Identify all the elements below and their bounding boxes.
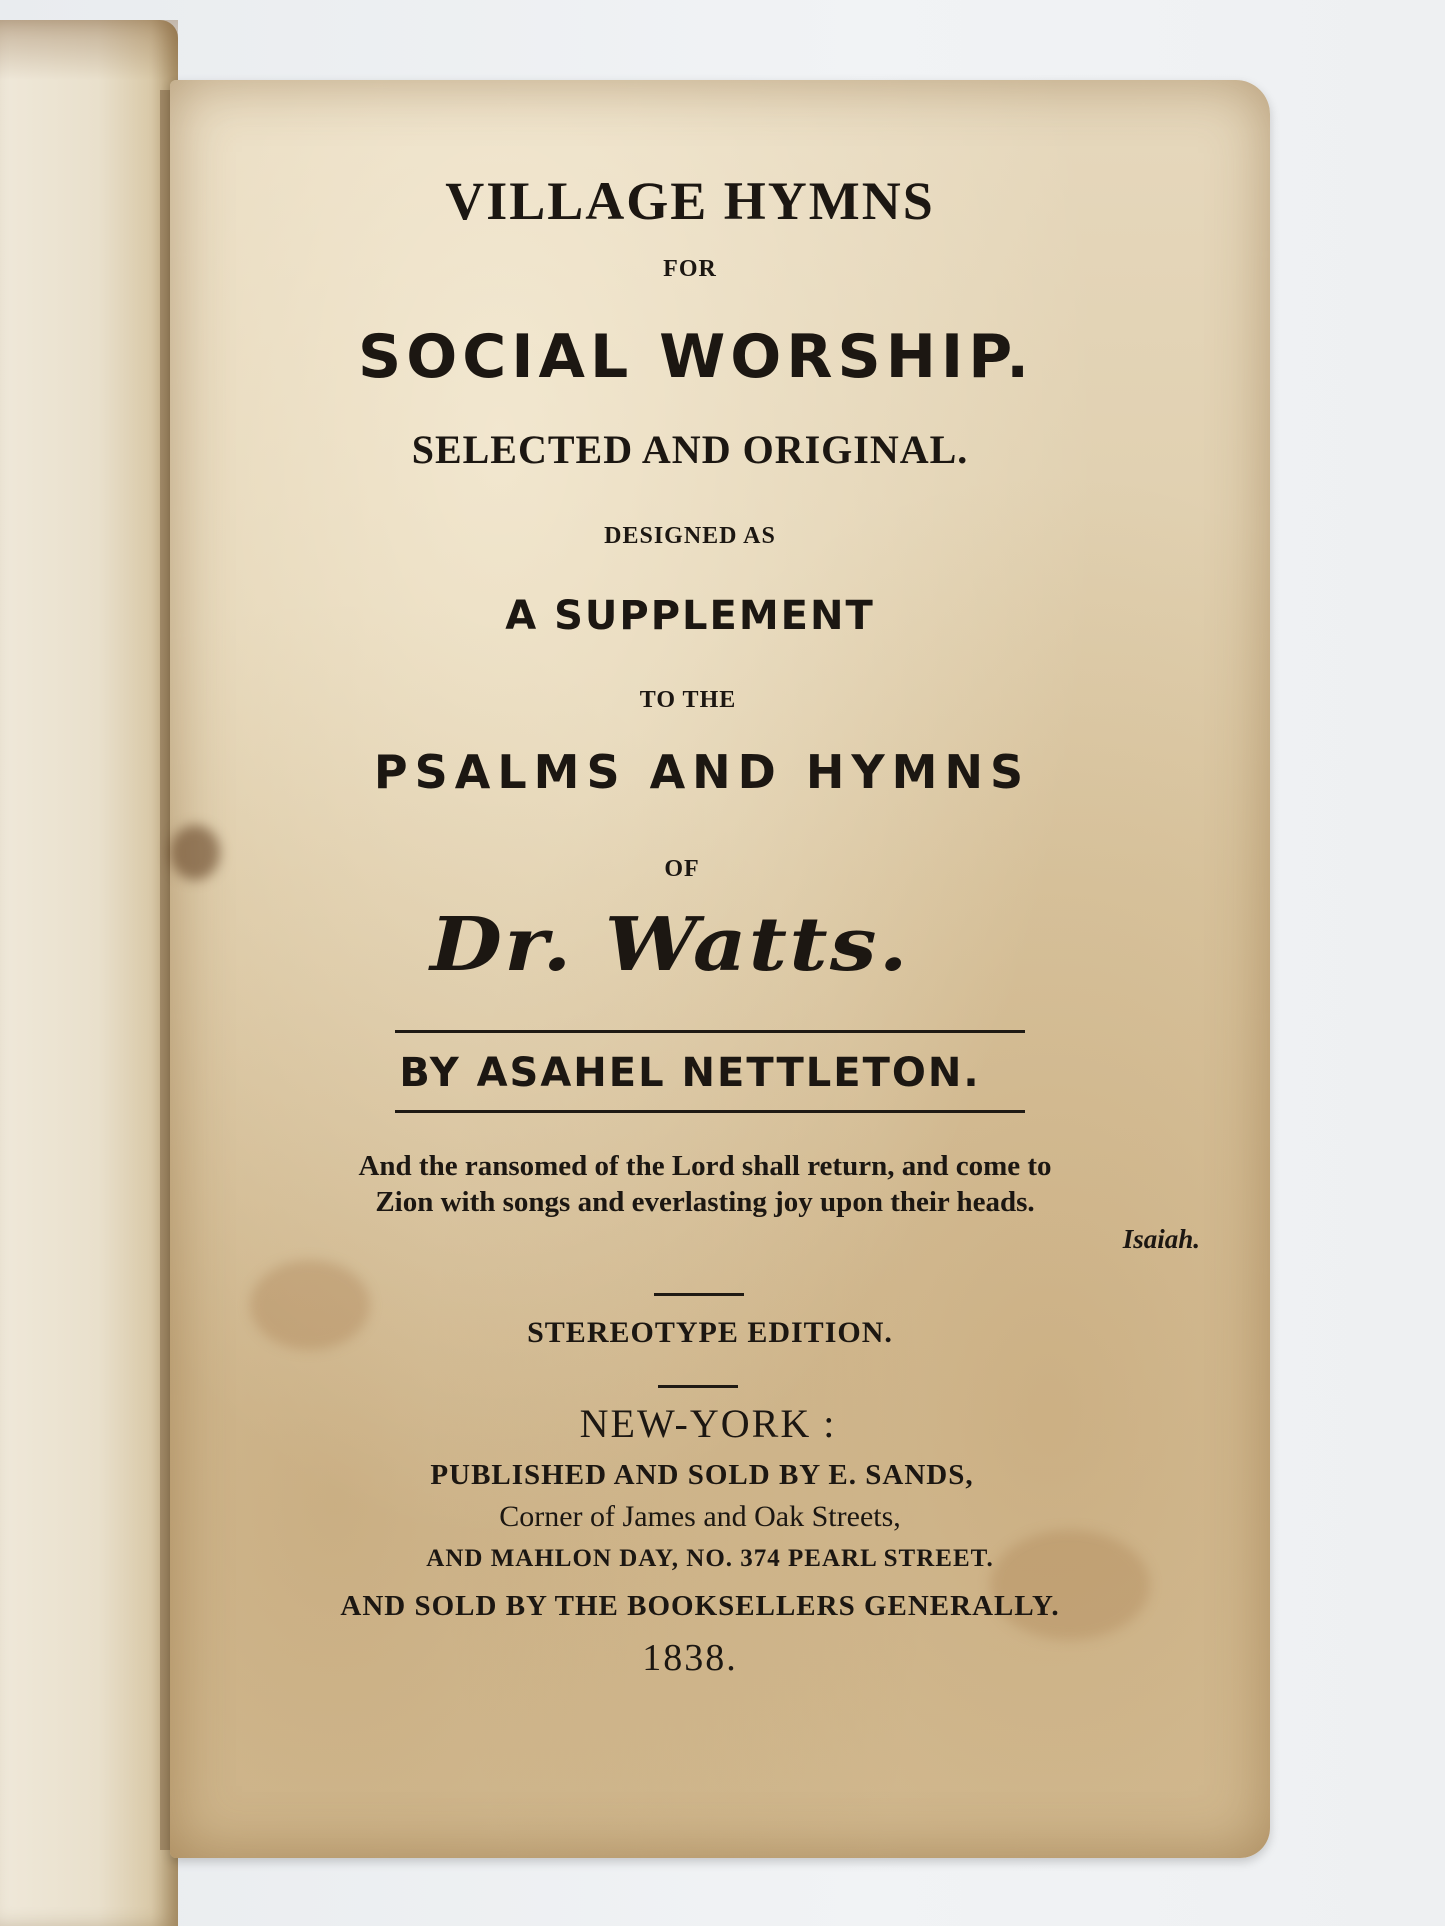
edition-line: STEREOTYPE EDITION. — [527, 1316, 893, 1349]
title-line-of: OF — [664, 856, 700, 882]
imprint-publisher-4: AND SOLD BY THE BOOKSELLERS GENERALLY. — [340, 1590, 1060, 1622]
title-line-to-the: TO THE — [639, 687, 737, 713]
title-line-supplement: A SUPPLEMENT — [505, 593, 875, 639]
title-line-selected: SELECTED AND ORIGINAL. — [411, 427, 969, 472]
title-line-designed-as: DESIGNED AS — [604, 523, 776, 549]
imprint-city: NEW-YORK : — [579, 1401, 837, 1446]
rule-bottom — [395, 1110, 1025, 1113]
title-line-social-worship: SOCIAL WORSHIP. — [357, 322, 1035, 392]
title-line-dr-watts: Dr. Watts. — [430, 902, 910, 988]
title-line-psalms-and-hymns: PSALMS AND HYMNS — [373, 745, 1031, 799]
epigraph-line-2: Zion with songs and everlasting joy upon their heads. — [375, 1186, 1035, 1218]
short-rule-2 — [658, 1385, 738, 1388]
title-page — [170, 80, 1270, 1858]
short-rule-1 — [654, 1293, 744, 1296]
imprint-publisher-1: PUBLISHED AND SOLD BY E. SANDS, — [430, 1459, 974, 1491]
imprint-year: 1838. — [642, 1637, 738, 1679]
imprint-publisher-3: AND MAHLON DAY, NO. 374 PEARL STREET. — [426, 1545, 994, 1572]
title-line-village-hymns: VILLAGE HYMNS — [445, 171, 935, 231]
rule-top — [395, 1030, 1025, 1033]
title-line-by-author: BY ASAHEL NETTLETON. — [399, 1050, 981, 1096]
imprint-publisher-2: Corner of James and Oak Streets, — [499, 1500, 901, 1533]
epigraph-source: Isaiah. — [1122, 1224, 1200, 1254]
title-line-for: FOR — [663, 256, 717, 282]
epigraph-line-1: And the ransomed of the Lord shall return, and come to — [358, 1150, 1052, 1182]
